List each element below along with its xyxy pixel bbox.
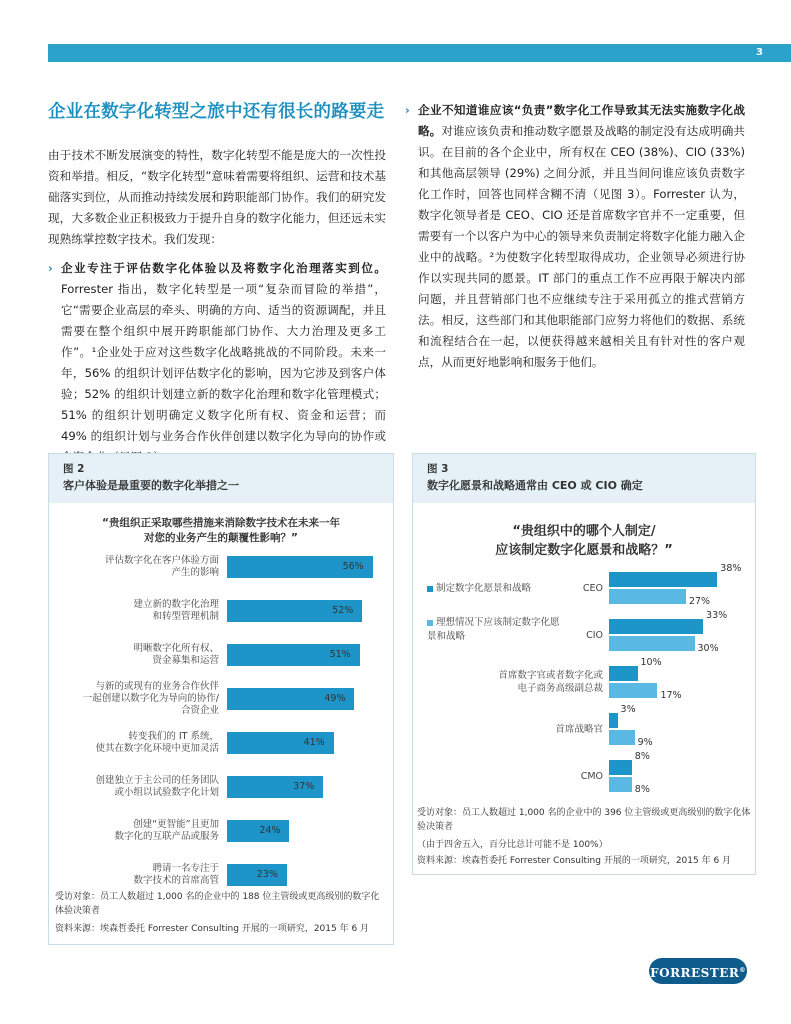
page-number: 3 xyxy=(756,47,763,58)
fig3-value-label: 17% xyxy=(660,690,682,701)
fig3-bar-ideal xyxy=(609,730,635,745)
fig2-value-label: 52% xyxy=(332,605,354,616)
bullet-1 xyxy=(48,258,386,468)
figure-2-question xyxy=(49,516,393,546)
figure-3-question xyxy=(413,522,755,560)
forrester-logo: FORRESTER® xyxy=(649,958,747,984)
fig3-bar-current xyxy=(609,666,638,681)
fig3-category-label: CEO xyxy=(582,582,603,594)
figure-2 xyxy=(48,453,394,945)
fig3-category-label: CIO xyxy=(586,629,603,641)
fig2-value-label: 23% xyxy=(256,869,278,880)
figure-3 xyxy=(412,453,756,875)
fig2-value-label: 49% xyxy=(324,693,346,704)
figure-2-question-line2: 对您的业务产生的颠覆性影响？” xyxy=(144,532,298,544)
fig2-category-label: 建立新的数字化治理 和转型管理机制 xyxy=(133,599,219,622)
figure-2-header xyxy=(49,454,393,503)
fig3-value-label: 9% xyxy=(637,737,653,748)
figure-2-note-source: 资料来源：埃森哲委托 Forrester Consulting 开展的一项研究，2015 年 6 月 xyxy=(55,924,370,934)
fig3-bar-current xyxy=(609,760,632,775)
fig3-bar-ideal xyxy=(609,777,632,792)
fig3-category-label: CMO xyxy=(580,770,603,782)
legend-label-2: 理想情况下应该制定数字化愿景和战略 xyxy=(427,617,560,642)
figure-3-note-source: 资料来源：埃森哲委托 Forrester Consulting 开展的一项研究，2015 年 6 月 xyxy=(417,856,732,866)
fig2-category-label: 创建独立于主公司的任务团队 或小组以试验数字化计划 xyxy=(95,775,219,798)
figure-2-label: 图 2 xyxy=(63,463,85,475)
fig2-value-label: 56% xyxy=(342,561,364,572)
figure-2-note-respondents: 受访对象：员工人数超过 1,000 名的企业中的 188 位主管级或更高级别的数字化体验决策者 xyxy=(55,892,380,916)
fig3-bar-ideal xyxy=(609,683,657,698)
bullet-1-bold: 企业专注于评估数字化体验以及将数字化治理落实到位。 xyxy=(61,261,386,275)
figure-3-label: 图 3 xyxy=(427,463,449,475)
fig2-category-label: 与新的或现有的业务合作伙伴 一起创建以数字化为导向的协作/ 合资企业 xyxy=(82,681,219,716)
fig2-value-label: 51% xyxy=(329,649,351,660)
fig2-category-label: 创建“更智能”且更加 数字化的互联产品或服务 xyxy=(114,819,219,842)
fig3-value-label: 8% xyxy=(634,784,650,795)
fig3-bar-current xyxy=(609,572,717,587)
figure-3-header xyxy=(413,454,755,503)
right-column xyxy=(405,100,745,373)
figure-3-question-line1: “贵组织中的哪个人制定/ xyxy=(512,524,656,539)
fig3-category-label: 首席战略官 xyxy=(555,723,603,735)
fig3-bar-current xyxy=(609,619,703,634)
fig2-category-label: 转变我们的 IT 系统， 使其在数字化环境中更加灵活 xyxy=(95,731,219,754)
figure-3-question-line2: 应该制定数字化愿景和战略？” xyxy=(495,543,673,558)
fig2-category-label: 明晰数字化所有权、 资金募集和运营 xyxy=(133,643,219,666)
figure-3-note-rounding: （由于四舍五入，百分比总计可能不是 100%） xyxy=(417,840,608,850)
bullet-arrow-icon: › xyxy=(405,103,410,117)
section-heading: 企业在数字化转型之旅中还有很长的路要走 xyxy=(48,102,385,122)
legend-label-1: 制定数字化愿景和战略 xyxy=(436,583,532,594)
left-column xyxy=(48,100,386,468)
fig3-value-label: 38% xyxy=(720,563,742,574)
fig3-bar-ideal xyxy=(609,589,686,604)
figure-2-title: 客户体验是最重要的数字化举措之一 xyxy=(63,479,239,492)
fig2-category-label: 评估数字化在客户体验方面 产生的影响 xyxy=(104,555,219,578)
header-bar xyxy=(48,44,791,62)
fig3-value-label: 30% xyxy=(697,643,719,654)
fig2-category-label: 聘请一名专注于 数字技术的首席高管 xyxy=(133,863,219,886)
fig3-value-label: 27% xyxy=(688,596,711,607)
fig3-value-label: 3% xyxy=(620,704,636,715)
fig3-bar-ideal xyxy=(609,636,695,651)
fig2-value-label: 41% xyxy=(303,737,325,748)
figure-3-title: 数字化愿景和战略通常由 CEO 或 CIO 确定 xyxy=(427,479,643,492)
fig3-value-label: 33% xyxy=(706,610,728,621)
legend-swatch-light xyxy=(427,620,433,626)
bullet-arrow-icon: › xyxy=(48,261,53,275)
fig3-category-label: 首席数字官或者数字化或 电子商务高级副总裁 xyxy=(498,670,603,694)
bullet-2-text: 对谁应该负责和推动数字愿景及战略的制定没有达成明确共识。在目前的各个企业中，所有权在 CEO (38%)、CIO (33%) 和其他高层领导 (29%) 之间分派，并且当间问谁应该负责数字化工作时，回答也同样含糊不清（见图 3）。Forrester 认为，数字化领导者是 CEO、CIO 还是首席数字官并不一定重要，但需要有一个以客户为中心的领导来负责制定将数字化能力融入企业中的战略。²为使数字化转型取得成功，企业领导必须进行协作以实现共同的愿景。IT 部门的重点工作不应再限于解决内部问题，并且营销部门也不应继续专注于采用孤立的推式营销方法。相反，这些部门和其他职能部门应努力将他们的数据、系统和流程结合在一起，以便获得越来越相关且有针对性的客户观点，从而更好地影响和服务于他们。 xyxy=(418,124,745,369)
figure-3-note-respondents: 受访对象：员工人数超过 1,000 名的企业中的 396 位主管级或更高级别的数字化体验决策者 xyxy=(417,808,751,832)
bullet-1-text: Forrester 指出，数字化转型是一项“复杂而冒险的举措”，它“需要企业高层的牵头、明确的方向、适当的资源调配，并且需要在整个组织中展开跨职能部门协作、大力治理及更多工作”。¹企业处于应对这些数字化战略挑战的不同阶段。未来一年，56% 的组织计划评估数字化的影响，因为它涉及到客户体验；52% 的组织计划建立新的数字化治理和数字化管理模式；51% 的组织计划明确定义数字化所有权、资金和运营；而 49% 的组织计划与业务合作伙伴创建以数字化为导向的协作或 xyxy=(61,282,386,443)
fig2-value-label: 24% xyxy=(259,825,281,836)
bullet-2 xyxy=(405,100,745,373)
bullet-2-bold: 企业不知道谁应该“负责”数字化工作导致其无法实施数字化战略。 xyxy=(418,103,745,138)
legend-swatch-dark xyxy=(427,586,433,592)
fig2-value-label: 37% xyxy=(293,781,315,792)
intro-paragraph: 由于技术不断发展演变的特性，数字化转型不能是庞大的一次性投资和举措。相反，“数字化转型”意味着需要将组织、运营和技术基础落实到位，从而推动持续发展和跨职能部门协作。我们的研究发现，大多数企业正积极致力于提升自身的数字化能力，但还远未实现熟练掌控数字技术。我们发现： xyxy=(48,148,386,246)
figure-2-question-line1: “贵组织正采取哪些措施来消除数字技术在未来一年 xyxy=(102,517,340,529)
fig3-value-label: 8% xyxy=(634,751,650,762)
fig3-value-label: 10% xyxy=(640,657,662,668)
fig3-bar-current xyxy=(609,713,618,728)
